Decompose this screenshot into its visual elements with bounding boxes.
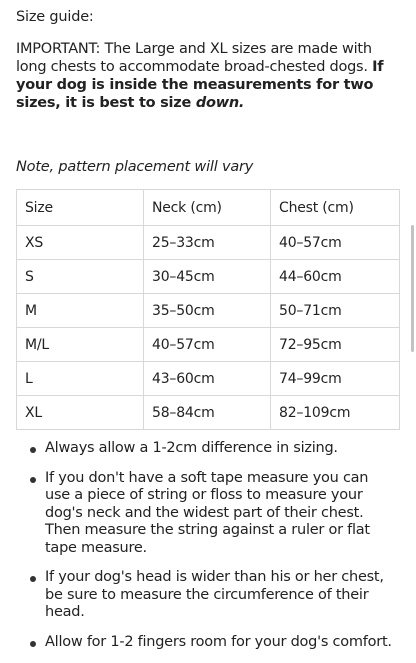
- header-size: Size: [17, 190, 144, 226]
- bullet-icon: [30, 576, 36, 582]
- important-lead: IMPORTANT: The Large and XL sizes are made with long chests to accommodate broad-chested dogs.: [16, 41, 373, 75]
- cell-neck: 35–50cm: [144, 294, 271, 328]
- cell-size: S: [17, 260, 144, 294]
- cell-chest: 50–71cm: [271, 294, 400, 328]
- cell-chest: 44–60cm: [271, 260, 400, 294]
- cell-size: L: [17, 362, 144, 396]
- cell-chest: 74–99cm: [271, 362, 400, 396]
- sizing-tips-list: [16, 440, 394, 663]
- cell-size: XS: [17, 226, 144, 260]
- cell-neck: 30–45cm: [144, 260, 271, 294]
- list-item: [16, 569, 394, 622]
- table-row: [17, 226, 400, 260]
- cell-size: M/L: [17, 328, 144, 362]
- tip-text: If you don't have a soft tape measure you can use a piece of string or floss to measure your dog's neck and the widest part of their chest. Then measure the string against a ruler or flat tape measure.: [45, 469, 370, 556]
- table-row: [17, 328, 400, 362]
- cell-chest: 82–109cm: [271, 396, 400, 430]
- table-row: [17, 396, 400, 430]
- cell-chest: 40–57cm: [271, 226, 400, 260]
- cell-chest: 72–95cm: [271, 328, 400, 362]
- tip-text: Always allow a 1-2cm difference in sizing.: [45, 440, 338, 456]
- important-bold: If your dog is inside the measurements for two sizes, it is best to size: [16, 59, 384, 111]
- size-guide-title: Size guide:: [16, 9, 94, 25]
- tip-text: Allow for 1-2 fingers room for your dog's comfort.: [45, 633, 392, 650]
- cell-neck: 40–57cm: [144, 328, 271, 362]
- size-table: [16, 189, 400, 430]
- pattern-note: Note, pattern placement will vary: [16, 159, 254, 175]
- important-bold-italic: down.: [195, 95, 245, 111]
- list-item: [16, 470, 394, 558]
- table-row: [17, 362, 400, 396]
- scrollbar[interactable]: [411, 225, 414, 352]
- table-row: [17, 260, 400, 294]
- header-chest: Chest (cm): [271, 190, 400, 226]
- header-neck: Neck (cm): [144, 190, 271, 226]
- cell-neck: 25–33cm: [144, 226, 271, 260]
- bullet-icon: [30, 447, 36, 453]
- list-item: [16, 634, 394, 652]
- cell-size: M: [17, 294, 144, 328]
- bullet-icon: [30, 641, 36, 647]
- table-header-row: [17, 190, 400, 226]
- table-row: [17, 294, 400, 328]
- cell-neck: 43–60cm: [144, 362, 271, 396]
- list-item: [16, 440, 394, 458]
- bullet-icon: [30, 477, 36, 483]
- cell-neck: 58–84cm: [144, 396, 271, 430]
- cell-size: XL: [17, 396, 144, 430]
- tip-text: If your dog's head is wider than his or her chest, be sure to measure the circumference of their head.: [45, 569, 384, 620]
- important-notice: [16, 40, 404, 112]
